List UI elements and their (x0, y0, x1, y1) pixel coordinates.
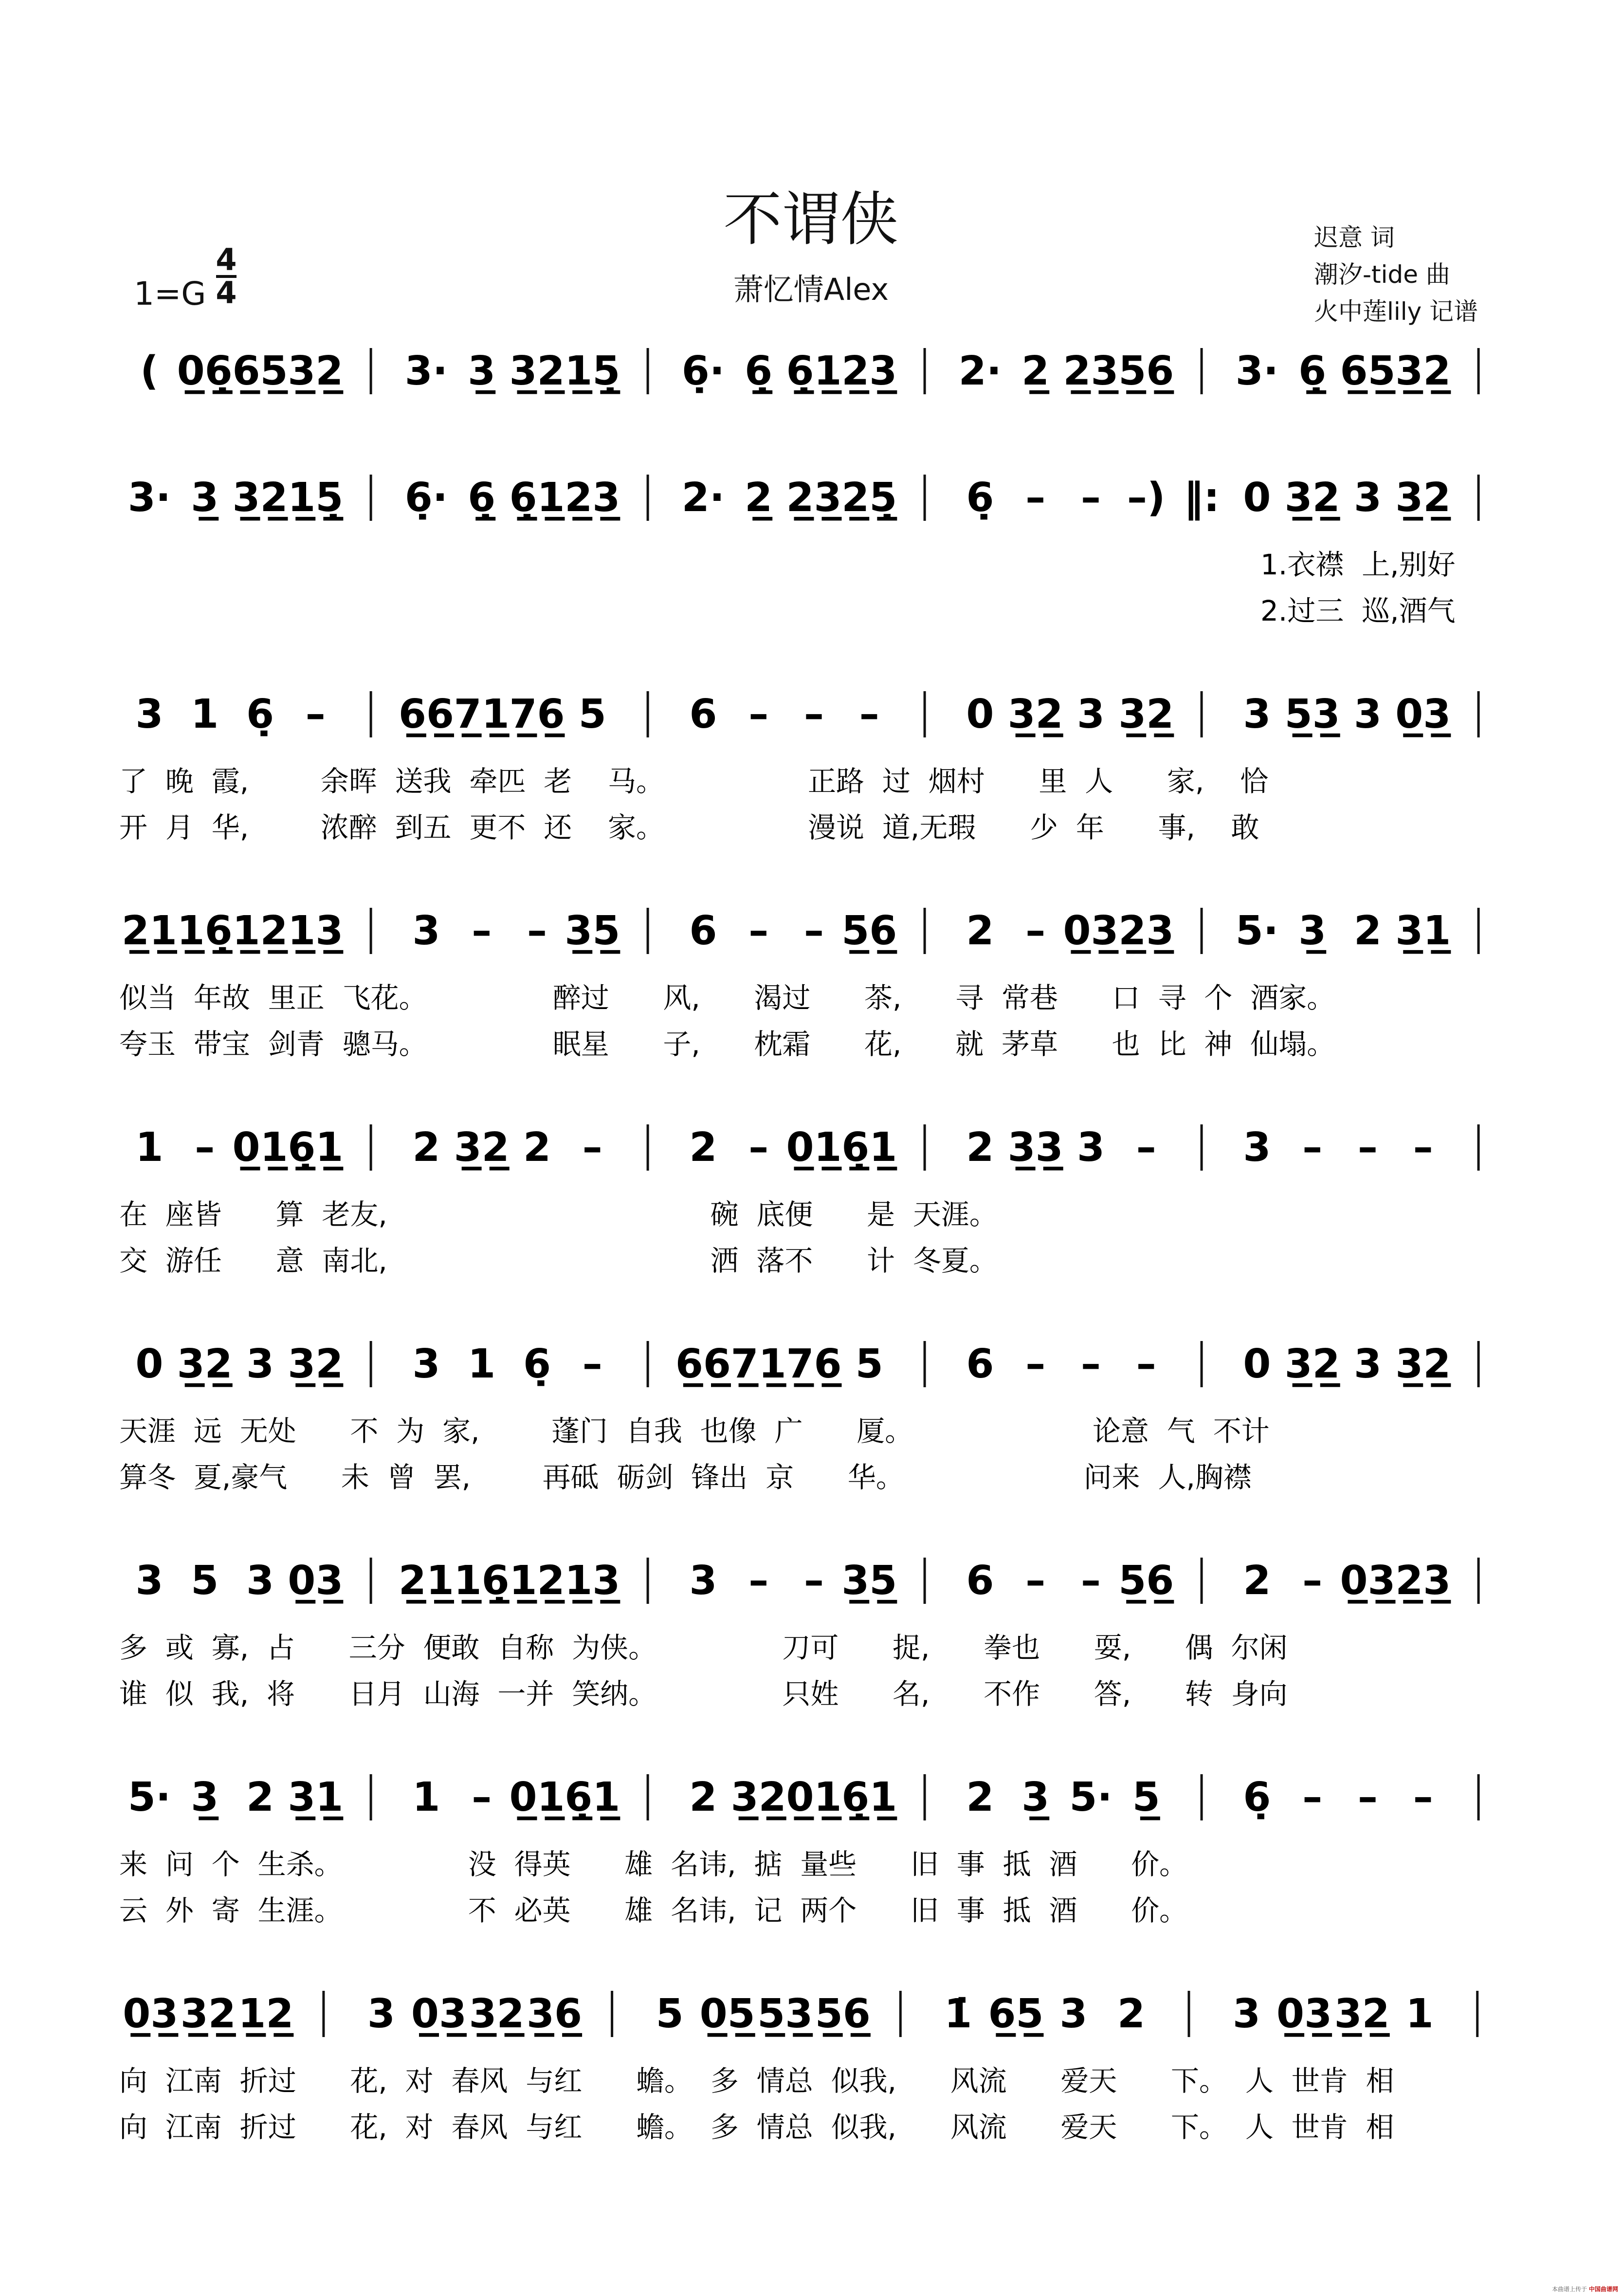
note: 3̲2̲ (1334, 1991, 1390, 2037)
note: 3̲2̲ (180, 1991, 236, 2037)
note: 3̲2̲ (232, 475, 288, 521)
note: – (859, 691, 879, 737)
time-signature-top: 4 (216, 242, 237, 277)
note: ‖: (1184, 475, 1220, 521)
note: 2 (523, 1124, 551, 1171)
note: – (1302, 1124, 1323, 1171)
note: 3 (367, 1991, 395, 2037)
note: 3 (1353, 1341, 1382, 1387)
note: 3 (1233, 1991, 1261, 2037)
note: 2̲3̲ (565, 475, 620, 521)
note: 6 (966, 1341, 994, 1387)
note: 1̲3̲ (288, 908, 344, 954)
transcriber-credit: 火中莲lily 记谱 (1314, 297, 1478, 326)
note: 5̲ (1132, 1774, 1160, 1820)
score-row (119, 691, 1478, 844)
note: – (1302, 1774, 1323, 1820)
note: – (1025, 908, 1046, 954)
note: – (1081, 475, 1101, 521)
note: 5̲6̲ (1118, 1558, 1174, 1604)
key-label: 1=G (134, 275, 206, 312)
note: – (527, 908, 547, 954)
note: 1̇ (944, 1991, 972, 2037)
note: 1̲6̣̲ (177, 908, 233, 954)
note: 2· (958, 348, 1002, 394)
note: – (804, 691, 824, 737)
note: 2̲1̲ (398, 1558, 454, 1604)
note: – (305, 691, 326, 737)
note: 0̲1̲ (509, 1774, 565, 1820)
note: 0 (1243, 475, 1271, 521)
note: 3̲2̲ (1395, 348, 1451, 394)
score-row (128, 475, 1478, 627)
note: 0̲3̲ (1063, 908, 1119, 954)
note: 2 (246, 1774, 274, 1820)
note: 5 (656, 1991, 684, 2037)
note: 6 (689, 908, 717, 954)
lyric-line: 来 问 个 生杀。 没 得英 雄 名讳, 掂 量些 旧 事 抵 酒 价。 (119, 1848, 1188, 1881)
note: 6̲5̲ (1340, 348, 1396, 394)
note: 0̲3̲ (411, 1991, 467, 2037)
note: 6̣̲1̲ (565, 1774, 620, 1820)
note: 2 (689, 1124, 717, 1171)
note: – (748, 1558, 769, 1604)
note: 3 (1076, 1124, 1105, 1171)
note: 6̣· (404, 475, 448, 521)
note: 3̲2̲ (1284, 1341, 1340, 1387)
note: 2 (966, 1774, 994, 1820)
note: 3· (1235, 348, 1279, 394)
lyric-line: 开 月 华, 浓醉 到五 更不 还 家。 漫说 道,无瑕 少 年 事, 敢 (119, 811, 1259, 844)
note: 3̲ (191, 475, 219, 521)
lyricist-credit: 迟意 词 (1314, 223, 1395, 252)
note: 5 (578, 691, 606, 737)
lyric-line: 似当 年故 里正 飞花。 醉过 风, 渴过 茶, 寻 常巷 口 寻 个 酒家。 (119, 981, 1335, 1014)
song-title: 不谓侠 (723, 186, 899, 254)
note: 0 (1243, 1341, 1271, 1387)
note: – (748, 908, 769, 954)
note: 2· (681, 475, 725, 521)
note: 3 (1076, 691, 1105, 737)
note: 3 (1243, 1124, 1271, 1171)
note: 1̲5̣̲ (288, 475, 344, 521)
note: 3̲2̲ (469, 1991, 525, 2037)
footer-text: 本曲谱上传于 (1552, 2286, 1587, 2293)
note: 3 (1243, 691, 1271, 737)
note: 3̲2̲ (288, 348, 344, 394)
note: 3̲3̲ (1007, 1124, 1063, 1171)
note: 3 (1059, 1991, 1088, 2037)
lyric-line: 谁 似 我, 将 日月 山海 一并 笑纳。 只姓 名, 不作 答, 转 身向 (119, 1677, 1288, 1710)
note: 6̣ (246, 691, 274, 737)
note: 2̲3̲ (1118, 908, 1174, 954)
note: 3 (1353, 691, 1382, 737)
score-row (119, 908, 1478, 1061)
note: 2 (966, 1124, 994, 1171)
note: 0̲3̲ (1340, 1558, 1396, 1604)
note: 0̲3̲ (123, 1991, 179, 2037)
note: – (1136, 1341, 1156, 1387)
score-row (119, 1991, 1477, 2144)
note: –) (1127, 475, 1166, 521)
note: 3· (128, 475, 171, 521)
note: 3̲ (191, 1774, 219, 1820)
lyric-line: 1.衣襟 上,别好 (1260, 548, 1456, 581)
note: 6̣· (681, 348, 725, 394)
note: 3 (246, 1558, 274, 1604)
singer-name: 萧忆情Alex (733, 272, 889, 307)
note: 3̲2̲ (509, 348, 565, 394)
note: – (1081, 1341, 1101, 1387)
note: 6 (689, 691, 717, 737)
note: 6̲5̲ (988, 1991, 1044, 2037)
note: 0̲3̲ (1395, 691, 1451, 737)
note: 1 (135, 1124, 164, 1171)
note: 0̲1̲ (786, 1124, 842, 1171)
note: 6̲6̲ (675, 1341, 731, 1387)
note: – (1136, 1124, 1156, 1171)
time-signature-bottom: 4 (216, 275, 237, 311)
lyric-line: 算冬 夏,豪气 未 曾 罢, 再砥 砺剑 锋出 京 华。 问来 人,胸襟 (119, 1461, 1252, 1494)
note: 3· (404, 348, 448, 394)
note: 2 (1243, 1558, 1271, 1604)
note: 3 (135, 691, 164, 737)
lyric-line: 天涯 远 无处 不 为 家, 蓬门 自我 也像 广 厦。 论意 气 不计 (119, 1414, 1270, 1448)
note: 6̲5̲ (232, 348, 288, 394)
note: 5̲3̲ (757, 1991, 813, 2037)
note: 0̲3̲ (288, 1558, 344, 1604)
note: 5 (191, 1558, 219, 1604)
note: 6̣̲ (745, 348, 773, 394)
note: 2 (966, 908, 994, 954)
note: 2̲1̲ (121, 908, 177, 954)
note: – (748, 1124, 769, 1171)
note: 5̲6̲ (841, 908, 897, 954)
note: 0̲5̲ (699, 1991, 755, 2037)
note: 1 (1405, 1991, 1434, 2037)
score-row (140, 348, 1478, 394)
note: 6̣ (523, 1341, 551, 1387)
note: 6̣̲1̲ (288, 1124, 344, 1171)
note: ( (140, 348, 159, 394)
note: 3̲2̲ (730, 1774, 786, 1820)
score-row (119, 1341, 1478, 1494)
note: 2̲3̲ (1063, 348, 1119, 394)
note: 5· (1235, 908, 1279, 954)
composer-credit: 潮汐-tide 曲 (1314, 260, 1450, 289)
note: 5· (1069, 1774, 1112, 1820)
note: 2̲3̲ (786, 475, 842, 521)
note: 0̲6̣̲ (177, 348, 233, 394)
note: 3 (412, 1341, 440, 1387)
note: – (472, 1774, 492, 1820)
note: 2̲3̲ (1395, 1558, 1451, 1604)
note: 3̲6̲ (527, 1991, 583, 2037)
note: 3 (412, 908, 440, 954)
lyric-line: 云 外 寄 生涯。 不 必英 雄 名讳, 记 两个 旧 事 抵 酒 价。 (119, 1894, 1188, 1927)
note: 3̲2̲ (454, 1124, 510, 1171)
note: 1 (412, 1774, 440, 1820)
note: – (1081, 1558, 1101, 1604)
note: 3̲2̲ (1118, 691, 1174, 737)
note: – (1025, 1341, 1046, 1387)
note: – (1413, 1774, 1433, 1820)
note: 7̲6̲ (786, 1341, 842, 1387)
note: 2 (689, 1774, 717, 1820)
note: 7̲1̲ (454, 691, 510, 737)
note: 7̲1̲ (730, 1341, 786, 1387)
note: 1̲6̣̲ (454, 1558, 510, 1604)
note: – (472, 908, 492, 954)
lyric-line: 多 或 寡, 占 三分 便敢 自称 为侠。 刀可 捉, 拳也 耍, 偶 尔闲 (119, 1631, 1288, 1664)
note: 2̲ (745, 475, 773, 521)
note: 3̲2̲ (1284, 475, 1340, 521)
lyric-line: 2.过三 巡,酒气 (1260, 594, 1456, 627)
note: 6̣ (966, 475, 994, 521)
note: – (1025, 1558, 1046, 1604)
note: 3̲ (468, 348, 496, 394)
note: 2 (412, 1124, 440, 1171)
score-row (119, 1124, 1478, 1277)
note: 0̲3̲ (1276, 1991, 1332, 2037)
note: 5̲3̲ (1284, 691, 1340, 737)
note: – (1302, 1558, 1323, 1604)
note: – (195, 1124, 215, 1171)
note: – (748, 691, 769, 737)
note: 5̲6̲ (815, 1991, 871, 2037)
note: 6̣̲1̲ (841, 1774, 897, 1820)
note: 3̲2̲ (1395, 1341, 1451, 1387)
note: 2 (1117, 1991, 1146, 2037)
footer-site: 中国曲谱网 (1588, 2286, 1618, 2293)
note: 3̲1̲ (1395, 908, 1451, 954)
note: 5̲6̲ (1118, 348, 1174, 394)
note: 3 (135, 1558, 164, 1604)
note: 1̲2̲ (238, 1991, 294, 2037)
lyric-line: 了 晚 霞, 余晖 送我 牵匹 老 马。 正路 过 烟村 里 人 家, 恰 (119, 765, 1269, 798)
note: 6̣̲1̲ (786, 348, 842, 394)
note: 3̲2̲ (1007, 691, 1063, 737)
note: 1̲2̲ (509, 1558, 565, 1604)
lyric-line: 向 江南 折过 花, 对 春风 与红 蟾。 多 情总 似我, 风流 爱天 下。 人 世肯 相 (119, 2111, 1394, 2144)
note: 3̲5̲ (565, 908, 620, 954)
note: 1̲5̣̲ (565, 348, 620, 394)
note: 6̣ (1243, 1774, 1271, 1820)
note: 2̲5̣̲ (841, 475, 897, 521)
note: 3 (246, 1341, 274, 1387)
note: 3̲ (1298, 908, 1327, 954)
note: 6̣̲ (1298, 348, 1327, 394)
note: – (582, 1124, 602, 1171)
note: 6̣̲1̲ (509, 475, 565, 521)
note: – (1413, 1124, 1433, 1171)
lyric-line: 夸玉 带宝 剑青 骢马。 眠星 子, 枕霜 花, 就 茅草 也 比 神 仙塌。 (119, 1028, 1335, 1061)
note: 0̲1̲ (786, 1774, 842, 1820)
note: 1̲3̲ (565, 1558, 620, 1604)
score-row (119, 1774, 1478, 1927)
note: 0̲1̲ (232, 1124, 288, 1171)
note: – (1358, 1124, 1378, 1171)
note: 1 (191, 691, 219, 737)
note: 5 (855, 1341, 883, 1387)
note: 2 (1353, 908, 1382, 954)
score-row (119, 1558, 1478, 1710)
note: 3̲5̲ (841, 1558, 897, 1604)
note: – (1025, 475, 1046, 521)
note: 3 (1353, 475, 1382, 521)
note: 2̲ (1021, 348, 1050, 394)
note: 7̲6̲ (509, 691, 565, 737)
note: 6̲6̲ (398, 691, 454, 737)
note: 1̲2̲ (232, 908, 288, 954)
note: – (1358, 1774, 1378, 1820)
note: 6̣̲ (468, 475, 496, 521)
note: 3̲2̲ (177, 1341, 233, 1387)
note: 3̲1̲ (288, 1774, 344, 1820)
note: 2̲3̲ (841, 348, 897, 394)
note: 3̲ (1021, 1774, 1050, 1820)
lyric-line: 向 江南 折过 花, 对 春风 与红 蟾。 多 情总 似我, 风流 爱天 下。 人 世肯 相 (119, 2064, 1394, 2097)
note: 0 (966, 691, 994, 737)
note: – (582, 1341, 602, 1387)
note: – (804, 1558, 824, 1604)
note: 6 (966, 1558, 994, 1604)
note: 3 (689, 1558, 717, 1604)
lyric-line: 交 游任 意 南北, 洒 落不 计 冬夏。 (119, 1244, 998, 1277)
lyric-line: 在 座皆 算 老友, 碗 底便 是 天涯。 (119, 1198, 998, 1231)
note: 3̲2̲ (1395, 475, 1451, 521)
note: 1 (468, 1341, 496, 1387)
note: 0 (135, 1341, 164, 1387)
note: 3̲2̲ (288, 1341, 344, 1387)
note: 6̣̲1̲ (841, 1124, 897, 1171)
note: 5· (128, 1774, 171, 1820)
footer-watermark (1552, 2285, 1618, 2293)
note: – (804, 908, 824, 954)
